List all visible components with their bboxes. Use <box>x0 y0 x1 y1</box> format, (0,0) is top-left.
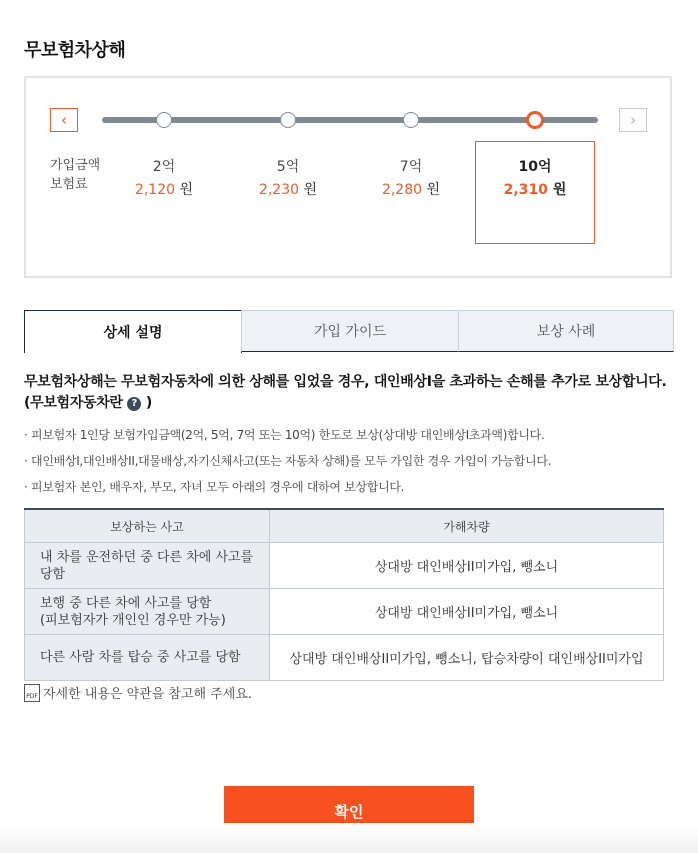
accident-text: 내 차를 운전하던 중 다른 차에 사고를 당함 <box>40 549 254 582</box>
slider-track[interactable] <box>102 117 598 123</box>
tab-cases[interactable]: 보상 사례 <box>458 310 674 352</box>
amount-row-label: 가입금액 <box>50 158 101 173</box>
vehicle-cell: 상대방 대인배상II미가입, 뺑소니, 탑승차량이 대인배상II미가입 <box>270 635 664 681</box>
option-7[interactable] <box>351 156 471 199</box>
option-price: 2,280 <box>381 182 423 198</box>
slider-stop-2[interactable] <box>156 112 172 128</box>
table-header: 보상하는 사고 <box>25 509 270 543</box>
slider-stop-10-selected[interactable] <box>526 111 544 129</box>
table-header: 가해차량 <box>270 509 664 543</box>
slider-stop-7[interactable] <box>403 112 419 128</box>
vehicle-cell: 상대방 대인배상II미가입, 뺑소니 <box>270 543 664 589</box>
option-amount: 7억 <box>399 159 423 175</box>
option-amount: 10억 <box>518 159 552 175</box>
terms-note[interactable] <box>24 683 252 702</box>
table-row <box>25 589 664 635</box>
option-5[interactable] <box>228 156 348 199</box>
option-price: 2,230 <box>258 182 300 198</box>
price-unit: 원 <box>303 182 318 198</box>
option-price: 2,120 <box>134 182 176 198</box>
description-main <box>24 372 674 414</box>
description-line: 무보험차상해는 무보험자동차에 의한 상해를 입었을 경우, 대인배상I을 초과하는 손해를 추가로 보상합니다. <box>24 374 667 390</box>
premium-row-label: 보험료 <box>50 177 88 192</box>
confirm-button[interactable]: 확인 <box>224 786 474 836</box>
option-10[interactable] <box>475 156 595 199</box>
option-price: 2,310 <box>503 182 548 198</box>
accident-text: 다른 사람 차를 탑승 중 사고를 당함 <box>40 650 241 665</box>
tab-detail[interactable]: 상세 설명 <box>24 310 242 353</box>
chevron-left-icon: ‹ <box>61 111 67 129</box>
vehicle-cell: 상대방 대인배상II미가입, 뺑소니 <box>270 589 664 635</box>
option-amount: 5억 <box>276 159 300 175</box>
option-2[interactable] <box>104 156 224 199</box>
help-icon[interactable]: ? <box>127 397 141 411</box>
tab-guide[interactable]: 가입 가이드 <box>241 310 459 352</box>
option-amount: 2억 <box>152 159 176 175</box>
accident-subtext: (피보험자가 개인인 경우만 가능) <box>40 612 226 628</box>
accident-cell <box>25 589 270 635</box>
accident-text: 보행 중 다른 차에 사고를 당함 <box>40 595 212 611</box>
description-paren: ) <box>145 395 152 411</box>
bullet-item: · 피보험자 본인, 배우자, 부모, 자녀 모두 아래의 경우에 대하여 보상합니다. <box>24 480 405 494</box>
price-unit: 원 <box>179 182 194 198</box>
price-unit: 원 <box>426 182 441 198</box>
table-row <box>25 543 664 589</box>
bullet-item: · 피보험자 1인당 보험가입금액(2억, 5억, 7억 또는 10억) 한도로 보상(상대방 대인배상I초과액)합니다. <box>24 428 545 442</box>
prev-button[interactable] <box>50 108 78 132</box>
accident-cell <box>25 543 270 589</box>
pdf-icon[interactable]: PDF <box>24 684 40 702</box>
price-unit: 원 <box>552 182 567 198</box>
table-row <box>25 635 664 681</box>
bullet-item: · 대인배상I,대인배상II,대물배상,자기신체사고(또는 자동차 상해)를 모두 가입한 경우 가입이 가능합니다. <box>24 454 552 468</box>
terms-note-text: 자세한 내용은 약관을 참고해 주세요. <box>43 687 253 702</box>
page-title: 무보험차상해 <box>24 40 126 61</box>
next-button[interactable] <box>619 108 647 132</box>
bottom-shadow <box>0 823 698 853</box>
tab-bar <box>24 310 674 353</box>
coverage-table <box>24 508 664 681</box>
slider-stop-5[interactable] <box>280 112 296 128</box>
description-line: (무보험자동차란 <box>24 395 123 411</box>
chevron-right-icon: › <box>630 111 636 129</box>
accident-cell <box>25 635 270 681</box>
